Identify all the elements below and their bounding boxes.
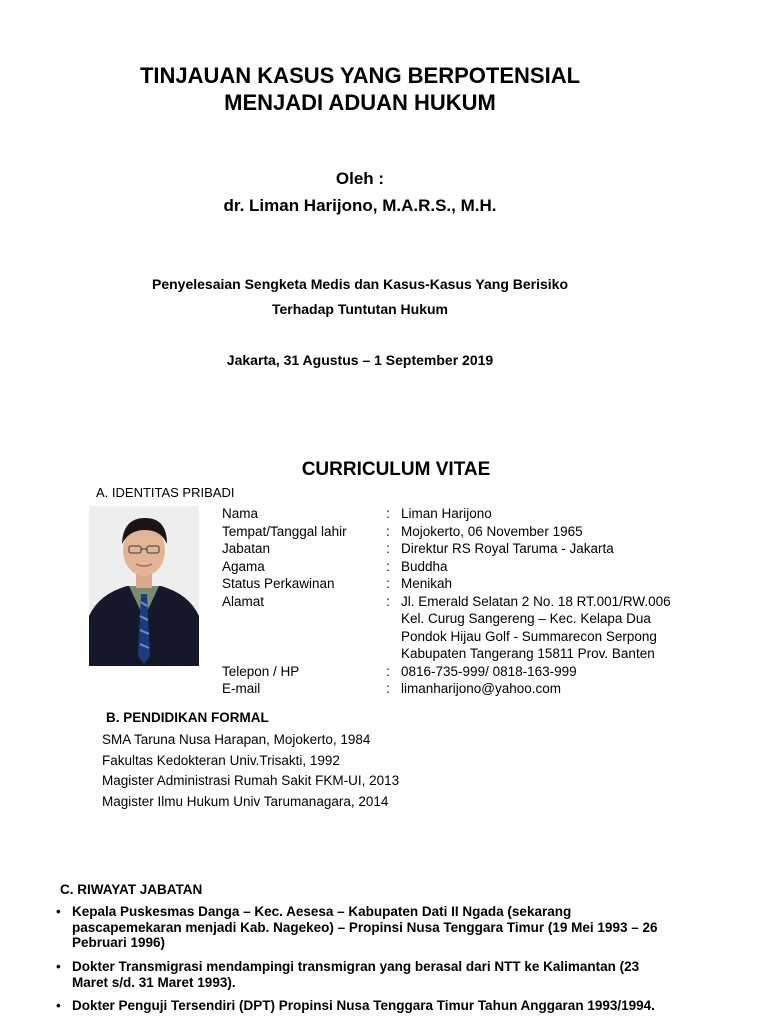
identity-value: Menikah: [401, 576, 453, 591]
position-item: [56, 904, 716, 951]
identity-separator: :: [386, 541, 390, 556]
identity-label: Alamat: [222, 593, 265, 609]
education-item: Fakultas Kedokteran Univ.Trisakti, 1992: [102, 752, 340, 768]
event-title-line-1: Penyelesaian Sengketa Medis dan Kasus-Kasus Yang Berisiko: [151, 276, 569, 292]
identity-table: [222, 505, 671, 698]
identity-row: [222, 505, 671, 523]
event-date: Jakarta, 31 Agustus – 1 September 2019: [226, 352, 494, 368]
identity-label: Status Perkawinan: [222, 576, 335, 591]
identity-row: [222, 593, 671, 611]
bullet-icon: •: [56, 959, 61, 974]
identity-label: E-mail: [222, 681, 261, 696]
identity-separator: :: [386, 663, 390, 679]
education-item: Magister Ilmu Hukum Univ Tarumanagara, 2014: [102, 793, 389, 809]
identity-value: limanharijono@yahoo.com: [401, 681, 562, 696]
identity-value: Kabupaten Tangerang 15811 Prov. Banten: [401, 646, 655, 661]
identity-label: [222, 645, 386, 663]
position-text-line: Pebruari 1996): [72, 935, 166, 950]
identity-separator: :: [386, 681, 390, 696]
identity-separator: :: [386, 506, 390, 521]
profile-photo: [89, 506, 199, 666]
event-title-line-2: Terhadap Tuntutan Hukum: [271, 301, 449, 317]
identity-separator: :: [386, 576, 390, 591]
position-text: [72, 998, 716, 1014]
identity-separator: [386, 645, 401, 663]
identity-value: Pondok Hijau Golf - Summarecon Serpong: [401, 628, 657, 644]
identity-row: [222, 523, 671, 541]
identity-row: [222, 628, 671, 646]
cv-title: CURRICULUM VITAE: [301, 459, 491, 480]
identity-value: Mojokerto, 06 November 1965: [401, 523, 583, 539]
position-text-line: Kepala Puskesmas Danga – Kec. Aesesa – Kabupaten Dati II Ngada (sekarang: [72, 904, 572, 919]
identity-row: [222, 575, 671, 593]
identity-value: 0816-735-999/ 0818-163-999: [401, 663, 577, 679]
identity-label: [222, 628, 386, 646]
bullet-icon: •: [56, 998, 61, 1013]
identity-value: Kel. Curug Sangereng – Kec. Kelapa Dua: [401, 611, 651, 626]
position-text: [72, 904, 716, 951]
position-text-line: pascapemekaran menjadi Kab. Nagekeo) – Propinsi Nusa Tenggara Timur (19 Mei 1993 – 26: [72, 919, 658, 935]
identity-label: Telepon / HP: [222, 663, 300, 679]
author-label: Oleh :: [335, 169, 385, 188]
position-text-line: Dokter Transmigrasi mendampingi transmigran yang berasal dari NTT ke Kalimantan (23: [72, 959, 640, 974]
position-text-line: Dokter Penguji Tersendiri (DPT) Propinsi Nusa Tenggara Timur Tahun Anggaran 1993/1994.: [72, 998, 655, 1013]
identity-separator: :: [386, 593, 390, 609]
identity-separator: [386, 628, 401, 646]
section-a-heading: A. IDENTITAS PRIBADI: [96, 485, 235, 500]
education-item: SMA Taruna Nusa Harapan, Mojokerto, 1984: [102, 732, 371, 747]
identity-label: [222, 610, 386, 628]
identity-row: [222, 645, 671, 663]
identity-value: Direktur RS Royal Taruma - Jakarta: [401, 541, 614, 556]
identity-separator: :: [386, 558, 390, 574]
identity-value: Jl. Emerald Selatan 2 No. 18 RT.001/RW.006: [401, 593, 671, 609]
position-text-line: Maret s/d. 31 Maret 1993).: [72, 974, 236, 990]
identity-row: [222, 558, 671, 576]
identity-label: Agama: [222, 558, 265, 574]
position-item: [56, 998, 716, 1014]
identity-row: [222, 663, 671, 681]
title-line-2: MENJADI ADUAN HUKUM: [224, 90, 496, 115]
identity-label: Jabatan: [222, 541, 271, 556]
section-b-heading: B. PENDIDIKAN FORMAL: [106, 710, 269, 725]
identity-value: Liman Harijono: [401, 506, 492, 521]
identity-separator: [386, 610, 401, 628]
position-text: [72, 959, 716, 990]
education-list: [102, 730, 399, 812]
identity-label: Nama: [222, 506, 259, 521]
title-line-1: TINJAUAN KASUS YANG BERPOTENSIAL: [139, 63, 581, 88]
position-item: [56, 959, 716, 990]
identity-label: Tempat/Tanggal lahir: [222, 523, 347, 539]
identity-row: [222, 680, 671, 698]
identity-value: Buddha: [401, 558, 448, 574]
identity-row: [222, 540, 671, 558]
document-title: [0, 62, 720, 116]
education-item: Magister Administrasi Rumah Sakit FKM-UI, 2013: [102, 773, 400, 788]
bullet-icon: •: [56, 904, 61, 919]
section-c-heading: C. RIWAYAT JABATAN: [60, 882, 203, 897]
identity-separator: :: [386, 523, 390, 539]
identity-row: [222, 610, 671, 628]
author-name: dr. Liman Harijono, M.A.R.S., M.H.: [223, 196, 497, 215]
